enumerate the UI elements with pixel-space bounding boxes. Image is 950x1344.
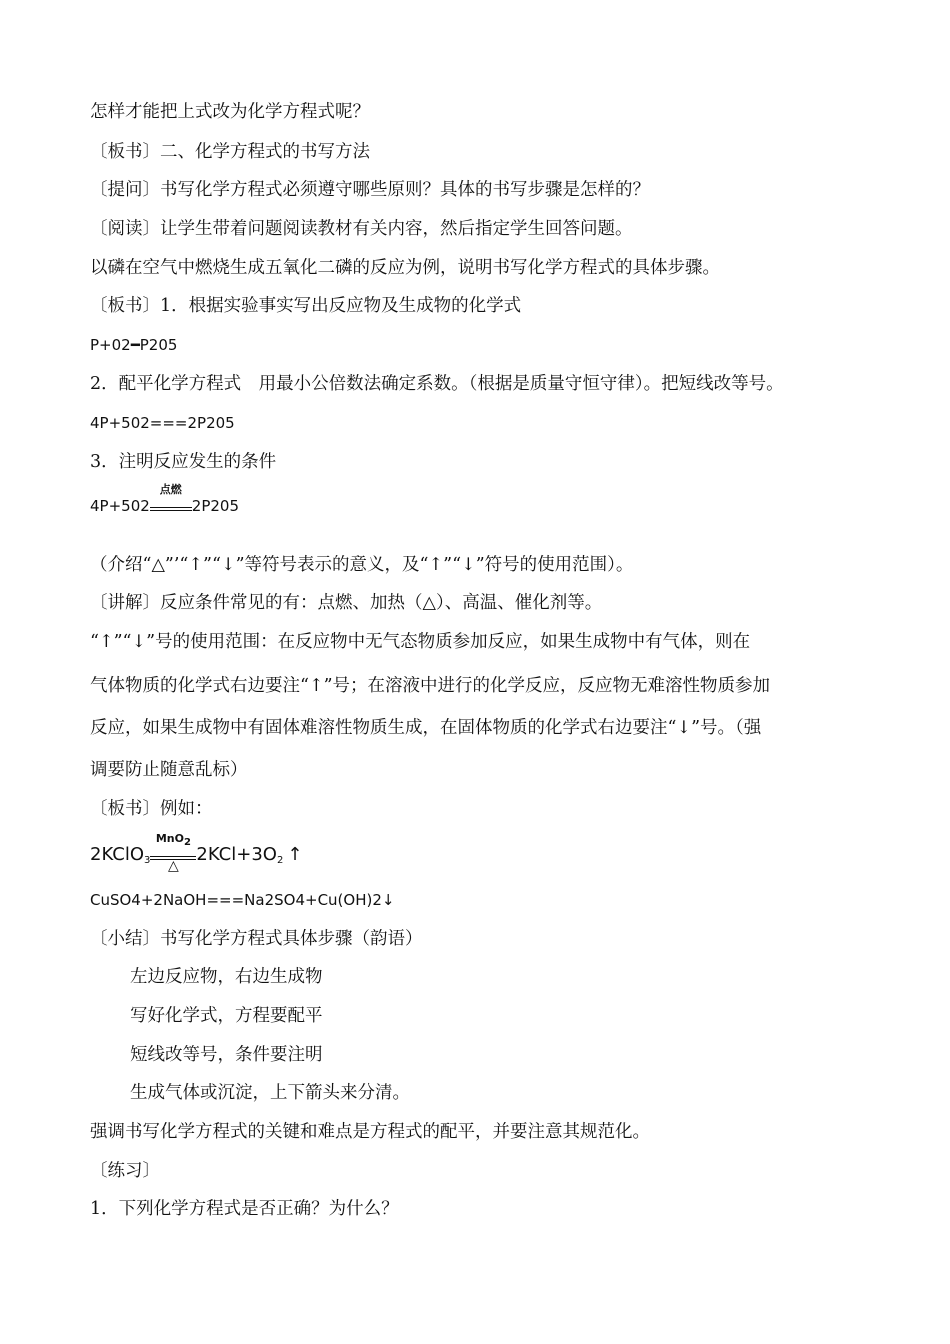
reaction-condition (150, 832, 196, 874)
equation-with-condition (90, 483, 240, 518)
text-line: 〔讲解〕反应条件常见的有：点燃、加热（△）、高温、催化剂等。 (90, 593, 603, 613)
text-line: 反应，如果生成物中有固体难溶性物质生成，在固体物质的化学式右边要注“↓”号。（强 (90, 718, 762, 738)
text-line: 〔练习〕 (90, 1161, 160, 1181)
text-line: 〔板书〕1．根据实验事实写出反应物及生成物的化学式 (90, 296, 522, 316)
reaction-condition (150, 483, 192, 511)
equals-bar (150, 507, 192, 511)
text-line: 〔板书〕二、化学方程式的书写方法 (90, 142, 370, 162)
verse-line: 生成气体或沉淀，上下箭头来分清。 (130, 1083, 410, 1103)
text-line: 3．注明反应发生的条件 (90, 452, 277, 472)
equation-line: CuSO4+2NaOH===Na2SO4+Cu(OH)2↓ (90, 891, 395, 909)
text-line: 气体物质的化学式右边要注“↑”号；在溶液中进行的化学反应，反应物无难溶性物质参加 (90, 676, 771, 696)
text-line: 以磷在空气中燃烧生成五氧化二磷的反应为例，说明书写化学方程式的具体步骤。 (90, 258, 720, 278)
catalyst-label: MnO$_2$ (155, 832, 191, 848)
reactants: 2KClO$_3$ (90, 844, 151, 866)
verse-line: 左边反应物，右边生成物 (130, 967, 323, 987)
text-line: 调要防止随意乱标） (90, 760, 248, 780)
text-line: （介绍“△”’“↑”“↓”等符号表示的意义，及“↑”“↓”符号的使用范围）。 (90, 555, 634, 575)
text-line: 〔阅读〕让学生带着问题阅读教材有关内容，然后指定学生回答问题。 (90, 219, 633, 239)
products: 2P205 (191, 497, 240, 515)
heat-symbol: △ (168, 858, 179, 874)
text-line: 强调书写化学方程式的关键和难点是方程式的配平，并要注意其规范化。 (90, 1122, 650, 1142)
text-line: 怎样才能把上式改为化学方程式呢？ (90, 102, 370, 122)
reactants: 4P+502 (90, 497, 150, 515)
verse-line: 短线改等号，条件要注明 (130, 1045, 323, 1065)
up-arrow-icon: ↑ (287, 844, 303, 865)
text-line: “↑”“↓”号的使用范围：在反应物中无气态物质参加反应，如果生成物中有气体，则在 (90, 632, 751, 652)
equation-line: P+02━P205 (90, 336, 178, 354)
equation-kclo3 (90, 832, 303, 874)
verse-line: 写好化学式，方程要配平 (130, 1006, 323, 1026)
products: $2KCl+3O_2$ (196, 844, 284, 866)
text-line: 1．下列化学方程式是否正确？为什么？ (90, 1199, 399, 1219)
text-line: 〔小结〕书写化学方程式具体步骤（韵语） (90, 929, 423, 949)
condition-label: 点燃 (159, 483, 182, 496)
text-line: 〔板书〕例如： (90, 799, 213, 819)
equation-line: 4P+502===2P205 (90, 414, 235, 432)
text-line: 〔提问〕书写化学方程式必须遵守哪些原则？具体的书写步骤是怎样的？ (90, 180, 650, 200)
text-line: 2．配平化学方程式 用最小公倍数法确定系数。（根据是质量守恒守律）。把短线改等号。 (90, 374, 784, 394)
